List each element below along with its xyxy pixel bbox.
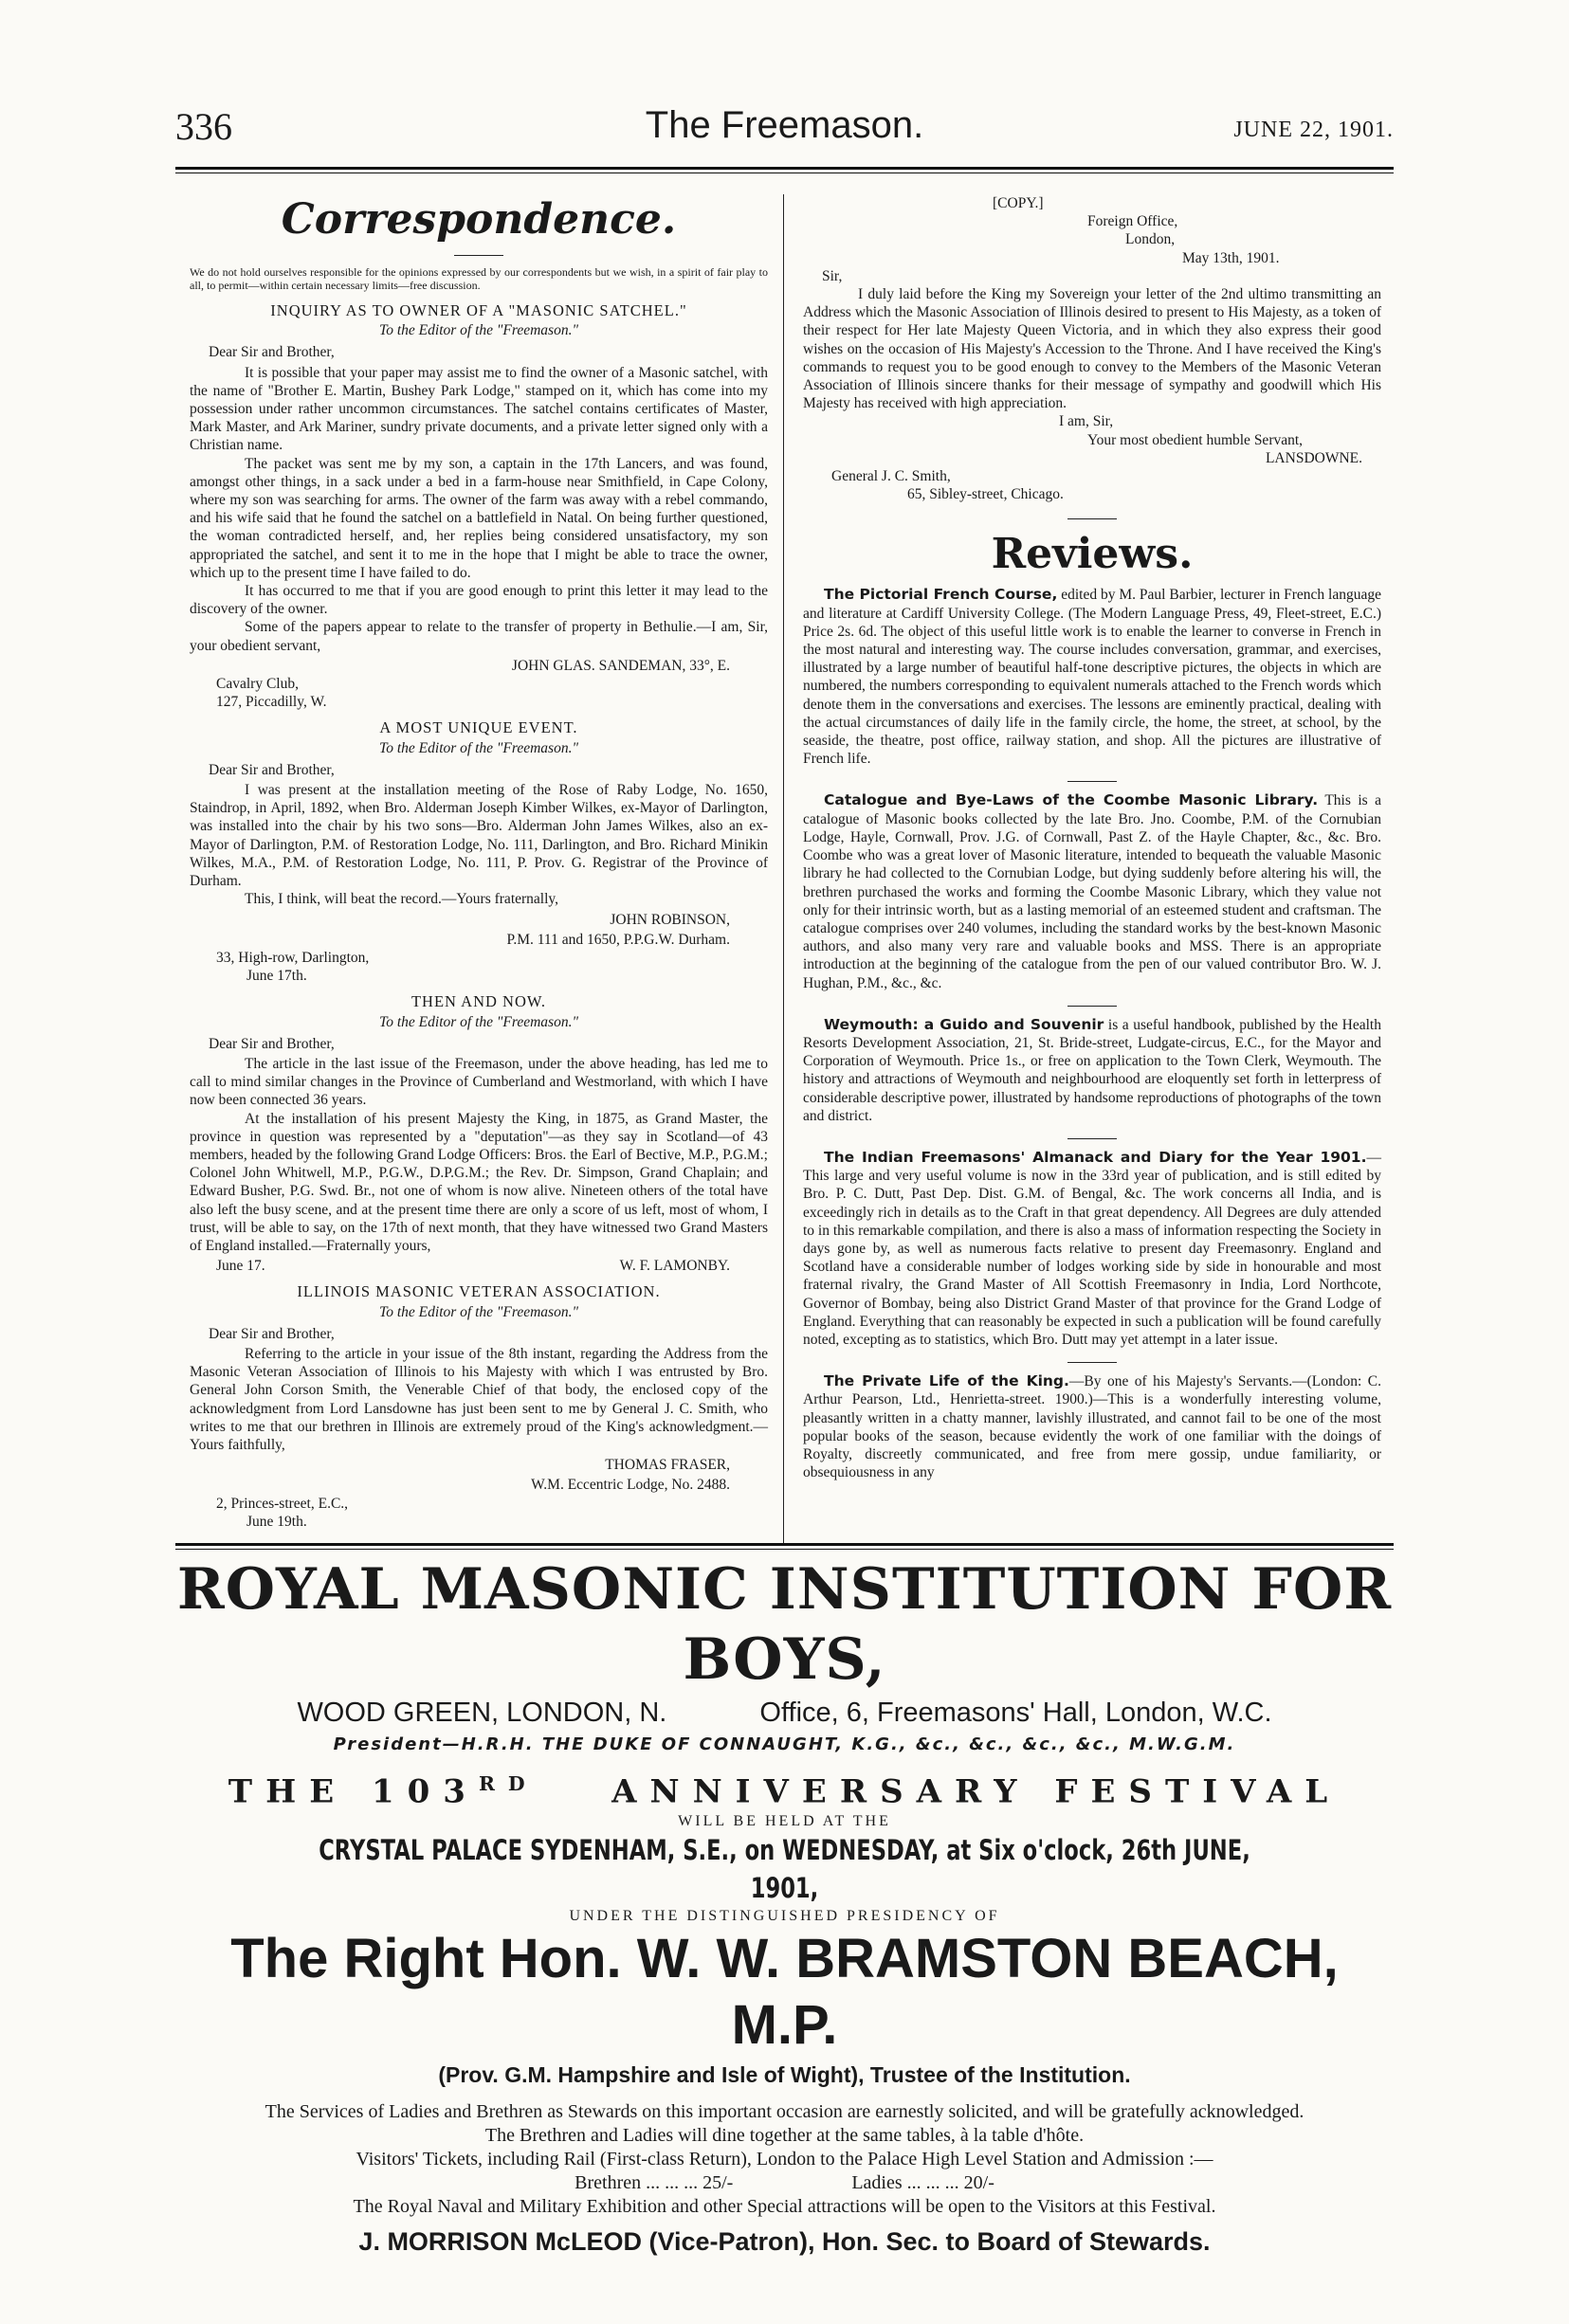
paragraph: Some of the papers appear to relate to the transfer of property in Bethulie.—I am, Sir, your obedient servant, [190, 619, 768, 654]
will-be-held: WILL BE HELD AT THE [678, 1813, 891, 1830]
hon-secretary: J. MORRISON McLEOD (Vice-Patron), Hon. Sec. to Board of Stewards. [358, 2227, 1211, 2257]
letter-heading: A MOST UNIQUE EVENT. [379, 718, 578, 737]
review-lead: The Pictorial French Course, [824, 586, 1058, 604]
letter-heading: ILLINOIS MASONIC VETERAN ASSOCIATION. [297, 1282, 661, 1301]
advert-president: President—H.R.H. THE DUKE OF CONNAUGHT, K.G., &c., &c., &c., &c., M.W.G.M. [333, 1734, 1236, 1754]
advert-office: Office, 6, Freemasons' Hall, London, W.C. [759, 1698, 1272, 1728]
ticket-prices [175, 2171, 1394, 2195]
ladies-price: Ladies ... ... ... 20/- [851, 2172, 994, 2194]
address-line: 127, Piccadilly, W. [216, 694, 327, 711]
review-lead: Weymouth: a Guido and Souvenir [824, 1015, 1104, 1033]
date-line: June 17. [216, 1258, 265, 1275]
to-editor: To the Editor of the "Freemason." [379, 322, 578, 339]
presidency-line: UNDER THE DISTINGUISHED PRESIDENCY OF [569, 1908, 1000, 1925]
recipient-line: General J. C. Smith, [831, 468, 951, 485]
copy-letter [803, 194, 1381, 503]
review-text: —This large and very useful volume is now in the 33rd year of publication, and is still edited by Bro. P. C. Dutt, Past Dep. Dist. G.M. of Bengal, &c. The work concerns all India, and is exceedingly rich in details as to the Craft in that great dependency. All Degrees are duly attended to in this remarkable compilation, and there is also a mass of information respecting the Society in days gone by, as well as numerous facts relative to present day Freemasonry. England and Scotland have a considerable number of lodges working side by side in honourable and most fraternal rivalry, the Grand Master of All Scottish Freemasonry in India, Lord Northcote, Governor of Bombay, being also District Grand Master of that province for the Grand Lodge of England. Everything that can reasonably be expected in such a publication will be found carefully noted, excepting as to statistics, which Bro. Dutt may yet attempt in a later issue. [803, 1149, 1381, 1348]
signature-title: P.M. 111 and 1650, P.P.G.W. Durham. [506, 931, 730, 948]
masthead: The Freemason. [645, 104, 924, 146]
signoff-row [216, 1257, 730, 1275]
signature: JOHN ROBINSON, [610, 911, 730, 928]
review-text: edited by M. Paul Barbier, lecturer in French language and literature at Cardiff University College. (The Modern Language Press, 49, Fleet-street, E.C.) Price 2s. 6d. The object of this useful little work is to enable the learner to converse in French in the most natural and interesting way. The course includes conversation, grammar, and exercises, illustrated by a large number of beautiful half-tone descriptive pictures, the objects in which are numbered, the numbers corresponding to equivalent numerals attached to the French words which denote them in the conversations and exercises. The lessons are eminently practical, dealing with the actual circumstances of daily life in the family circle, the home, the street, at school, by the seaside, the theatre, post office, railway station, and shop. All the pictures are illustrative of French life. [803, 587, 1382, 768]
salutation: Sir, [822, 267, 843, 284]
address-line: Cavalry Club, [216, 676, 299, 693]
signature: THOMAS FRASER, [605, 1457, 730, 1474]
paragraph: It has occurred to me that if you are good enough to print this letter it may lead to the discovery of the owner. [190, 583, 768, 618]
header-rule [175, 167, 1394, 173]
address-line: 33, High-row, Darlington, [216, 949, 370, 966]
review-item [803, 1149, 1381, 1349]
recipient-line: 65, Sibley-street, Chicago. [907, 486, 1064, 503]
paragraph: The article in the last issue of the Freemason, under the above heading, has led me to call to mind similar changes in the Province of Cumberland and Westmorland, with which I have now been connected 36 years. [190, 1055, 768, 1109]
address-line: 2, Princes-street, E.C., [216, 1495, 349, 1512]
closing-line: I am, Sir, [1059, 413, 1114, 430]
festival-name: ANNIVERSARY FESTIVAL [611, 1772, 1341, 1811]
advert-location-row [175, 1695, 1394, 1731]
paragraph: The packet was sent me by my son, a captain in the 17th Lancers, and was found, amongst other things, in a sack under a bed in a farm-house near Smithfield, in Cape Colony, where my son was searching for arms. The owner of the farm was away with a rebel commando, and his wife said that he found the satchel on a battlefield in Natal. On being further questioned, the woman contradicted herself, and, her replies being considered unsatisfactory, my son appropriated the satchel, and sent it to me in the hope that I might be able to trace the owner, which up to the present time I have failed to do. [190, 455, 768, 581]
festival-heading [175, 1763, 1394, 1812]
festival-venue: CRYSTAL PALACE SYDENHAM, S.E., on WEDNESDAY, at Six o'clock, 26th JUNE, 1901, [319, 1834, 1250, 1905]
review-text: —By one of his Majesty's Servants.—(London: C. Arthur Pearson, Ltd., Henrietta-street. 1900.)—This is a wonderfully interesting volume, pleasantly written in a chatty manner, lavishly illustrated, and cannot fail to be one of the most popular books of the season, because evidently the work of one familiar with the doings of Royalty, discreetly communicated, and free from mere gossip, undue familiarity, or obsequiousness in any [803, 1373, 1381, 1481]
salutation: Dear Sir and Brother, [209, 1035, 335, 1052]
stewards-line: The Services of Ladies and Brethren as Stewards on this important occasion are earnestly solicited, and will be gratefully acknowledged. [265, 2101, 1304, 2123]
review-lead: Catalogue and Bye-Laws of the Coombe Masonic Library. [824, 791, 1319, 809]
president-role: (Prov. G.M. Hampshire and Isle of Wight), Trustee of the Institution. [438, 2062, 1131, 2088]
column-divider [783, 194, 784, 1545]
paragraph: It is possible that your paper may assist me to find the owner of a Masonic satchel, with the name of "Brother E. Martin, Bushey Park Lodge," stamped on it, which has come into my possession under rather uncommon circumstances. The satchel contains certificates of Master, Mark Master, and Ark Mariner, sundry private documents, and a private letter signed only with a Christian name. [190, 364, 768, 454]
correspondence-column [190, 194, 768, 1531]
divider [1067, 518, 1117, 519]
signature: W. F. LAMONBY. [619, 1258, 730, 1275]
copy-body: I duly laid before the King my Sovereign your letter of the 2nd ultimo transmitting an Address which the Masonic Association of Illinois desired to present to His Majesty, as a token of their respect for Her late Majesty Queen Victoria, and in which they also express their good wishes on the occasion of His Majesty's Accession to the Throne. And I have received the King's commands to request you to be good enough to convey to the Members of the Masonic Veteran Association of Illinois sincere thanks for their message of sympathy and goodwill which His Majesty has received with high appreciation. [803, 286, 1381, 412]
address-line: June 19th. [246, 1513, 307, 1530]
correspondence-title: Correspondence. [281, 195, 677, 244]
signatory: LANSDOWNE. [1265, 449, 1362, 466]
advert-rule [175, 1543, 1394, 1550]
copy-label: [COPY.] [993, 195, 1044, 211]
to-editor: To the Editor of the "Freemason." [379, 1303, 578, 1320]
paragraph: I was present at the installation meeting of the Rose of Raby Lodge, No. 1650, Staindrop, in April, 1892, when Bro. Alderman Joseph Kimber Wilkes, ex-Mayor of Darlington, was installed into the chair by his two sons—Bro. Alderman John James Wilkes, also an ex-Mayor of Darlington, P.M. of Restoration Lodge, No. 111, Darlington, and Bro. Richard Minikin Wilkes, M.A., P.M. of Restoration Lodge, No. 111, P. Prov. G. Registrar of the Province of Durham. [190, 782, 768, 890]
reviews-title: Reviews. [991, 530, 1194, 579]
review-lead: The Private Life of the King. [824, 1372, 1069, 1390]
salutation: Dear Sir and Brother, [209, 344, 335, 361]
festival-ordinal: RD [478, 1772, 538, 1795]
review-item [803, 586, 1381, 768]
disclaimer: We do not hold ourselves responsible for the opinions expressed by our correspondents but we wish, in a spirit of fair play to all, to permit—within certain necessary limits—free discussion. [190, 265, 768, 292]
exhibition-line: The Royal Naval and Military Exhibition and other Special attractions will be open to the Visitors at this Festival. [353, 2196, 1216, 2218]
dining-line: The Brethren and Ladies will dine together at the same tables, à la table d'hôte. [484, 2125, 1085, 2147]
origin-line: London, [1125, 231, 1176, 248]
review-text: is a useful handbook, published by the Health Resorts Development Association, 21, St. Bride-street, Ludgate-circus, E.C., for the Mayor and Corporation of Weymouth. Price 1s., or free on application to the Town Clerk, Weymouth. The history and attractions of Weymouth and neighbourhood are eloquently set forth in letterpress of considerable descriptive power, illustrated by handsome reproductions of photographs of the town and district. [803, 1016, 1381, 1124]
letter-then-and-now [190, 992, 768, 1275]
brethren-price: Brethren ... ... ... 25/- [575, 2172, 734, 2194]
letter-heading: INQUIRY AS TO OWNER OF A "MASONIC SATCHEL." [270, 301, 687, 319]
paragraph: At the installation of his present Majesty the King, in 1875, as Grand Master, the province in question was represented by a "deputation"—as they say in Scotland—of 43 members, headed by the following Grand Lodge Officers: Bros. the Earl of Bective, M.P., P.G.M.; Colonel John Whitwell, M.P., P.G.W., D.P.G.M.; the Rev. Dr. Simpson, Grand Chaplain; and Edward Busher, P.G. Swd. Br., not one of whom is now alive. Nineteen others of the total have also left the busy scene, and at the present time there are only a score of us left, most of whom, I trust, will be able to say, on the 17th of next month, that they have witnessed two Grand Masters of England installed.—Fraternally yours, [190, 1110, 768, 1254]
divider [454, 255, 503, 256]
review-item [803, 791, 1381, 991]
festival-president: The Right Hon. W. W. BRAMSTON BEACH, M.P. [230, 1928, 1339, 2057]
signature: JOHN GLAS. SANDEMAN, 33°, E. [511, 657, 730, 674]
divider [1067, 781, 1117, 782]
review-item [803, 1372, 1381, 1481]
divider [1067, 1138, 1117, 1139]
review-text: This is a catalogue of Masonic books collected by the late Bro. Jno. Coombe, P.M. of the Cornubian Lodge, Hayle, Cornwall, Prov. J.G. of Cornwall, Past Z. of the Hayle Chapter, &c., &c. Bro. Coombe who was a great lover of Masonic literature, intended to bequeath the valuable Masonic library he had collected to the Cornubian Lodge, but dying suddenly before altering his will, the brethren purchased the works and forming the Coombe Masonic Library, which they value not only for their intrinsic worth, but as a lasting memorial of an esteemed student and craftsman. The catalogue comprises over 240 volumes, including the standard works by the best-known Masonic authors, and also many very rare and valuable books and MSS. There is an appropriate introduction at the beginning of the catalogue from the pen of our valued contributor Bro. W. J. Hughan, P.M., &c., &c. [803, 792, 1381, 991]
salutation: Dear Sir and Brother, [209, 761, 335, 778]
origin-line: May 13th, 1901. [1182, 249, 1280, 266]
review-lead: The Indian Freemasons' Almanack and Diary for the Year 1901. [824, 1148, 1367, 1166]
review-item [803, 1016, 1381, 1125]
issue-date: JUNE 22, 1901. [1233, 118, 1394, 142]
advert-title: ROYAL MASONIC INSTITUTION FOR BOYS, [176, 1556, 1393, 1693]
closing-line: Your most obedient humble Servant, [1087, 431, 1304, 448]
festival-number: THE 103 [228, 1772, 479, 1811]
right-column [803, 194, 1381, 1495]
to-editor: To the Editor of the "Freemason." [379, 1013, 578, 1030]
letter-heading: THEN AND NOW. [410, 992, 547, 1011]
letter-illinois [190, 1282, 768, 1531]
advert-location: WOOD GREEN, LONDON, N. [297, 1698, 667, 1728]
signature-title: W.M. Eccentric Lodge, No. 2488. [531, 1477, 730, 1494]
paragraph: This, I think, will beat the record.—Yours fraternally, [245, 891, 559, 908]
page-header [175, 104, 1394, 161]
to-editor: To the Editor of the "Freemason." [379, 739, 578, 756]
tickets-line: Visitors' Tickets, including Rail (First-class Return), London to the Palace High Level Station and Admission :— [356, 2149, 1213, 2170]
origin-line: Foreign Office, [1087, 213, 1178, 230]
paragraph: Referring to the article in your issue of the 8th instant, regarding the Address from the Masonic Veteran Association of Illinois to his Majesty with which I was entrusted by Bro. General John Corson Smith, the Venerable Chief of that body, the enclosed copy of the acknowledgment from Lord Lansdowne has just been sent to me by General J. C. Smith, who writes to me that our brethren in Illinois are extremely proud of the King's acknowledgment.—Yours faithfully, [190, 1345, 768, 1453]
divider [1067, 1006, 1117, 1007]
address-line: June 17th. [246, 968, 307, 985]
letter-unique-event [190, 718, 768, 985]
divider [1067, 1362, 1117, 1363]
festival-advertisement [175, 1554, 1394, 2260]
salutation: Dear Sir and Brother, [209, 1325, 335, 1342]
letter-satchel [190, 301, 768, 711]
page-number: 336 [175, 105, 232, 148]
